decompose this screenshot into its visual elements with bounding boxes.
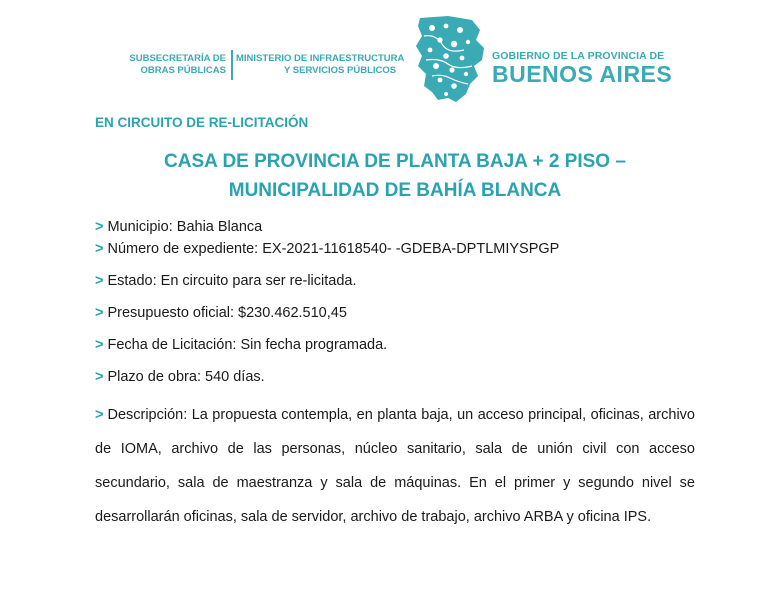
subsecretaria-label — [108, 53, 226, 77]
bullet-marker: > — [95, 407, 104, 423]
estado-item — [95, 270, 695, 292]
subsecretaria-line-1: SUBSECRETARÍA DE — [129, 53, 226, 64]
page-title — [95, 147, 695, 205]
buenos-aires-province-map-icon — [412, 14, 490, 104]
gobierno-brand — [492, 50, 672, 86]
header-divider — [231, 50, 233, 80]
subsecretaria-line-2: OBRAS PÚBLICAS — [140, 65, 226, 76]
descripcion-text: Descripción: La propuesta contempla, en planta baja, un acceso principal, oficinas, archivo de IOMA, archivo de las personas, núcleo sanitario, sala de unión civil con acceso secundario, sala de maestranza y sala de máquinas. En el primer y segundo nivel se desarrollarán oficinas, sala de servidor, archivo de trabajo, archivo ARBA y oficina IPS. — [95, 407, 695, 525]
descripcion-item — [95, 398, 695, 534]
municipio-item — [95, 216, 695, 238]
bullet-marker: > — [95, 273, 104, 289]
title-line-2: MUNICIPALIDAD DE BAHÍA BLANCA — [228, 180, 562, 201]
project-details — [95, 216, 695, 534]
plazo-text: Plazo de obra: 540 días. — [107, 369, 265, 385]
bullet-marker: > — [95, 305, 104, 321]
plazo-item — [95, 366, 695, 388]
bullet-marker: > — [95, 369, 104, 385]
bullet-marker: > — [95, 219, 104, 235]
presupuesto-text: Presupuesto oficial: $230.462.510,45 — [107, 305, 347, 321]
bullet-marker: > — [95, 337, 104, 353]
fecha-text: Fecha de Licitación: Sin fecha programada. — [107, 337, 388, 353]
expediente-item — [95, 238, 695, 260]
fecha-item — [95, 334, 695, 356]
ministerio-line-1: MINISTERIO DE INFRAESTRUCTURA — [236, 53, 405, 64]
municipio-text: Municipio: Bahia Blanca — [107, 219, 263, 235]
presupuesto-item — [95, 302, 695, 324]
buenos-aires-label: BUENOS AIRES — [492, 61, 673, 87]
bullet-marker: > — [95, 241, 104, 257]
status-heading: EN CIRCUITO DE RE-LICITACIÓN — [95, 115, 309, 130]
estado-text: Estado: En circuito para ser re-licitada. — [107, 273, 357, 289]
expediente-text: Número de expediente: EX-2021-11618540- -GDEBA-DPTLMIYSPGP — [107, 241, 560, 257]
gobierno-label: GOBIERNO DE LA PROVINCIA DE — [492, 50, 665, 62]
page-header — [0, 10, 782, 105]
ministerio-line-2: Y SERVICIOS PÚBLICOS — [284, 65, 397, 76]
title-line-1: CASA DE PROVINCIA DE PLANTA BAJA + 2 PISO – — [164, 151, 626, 172]
ministerio-label — [236, 53, 412, 77]
